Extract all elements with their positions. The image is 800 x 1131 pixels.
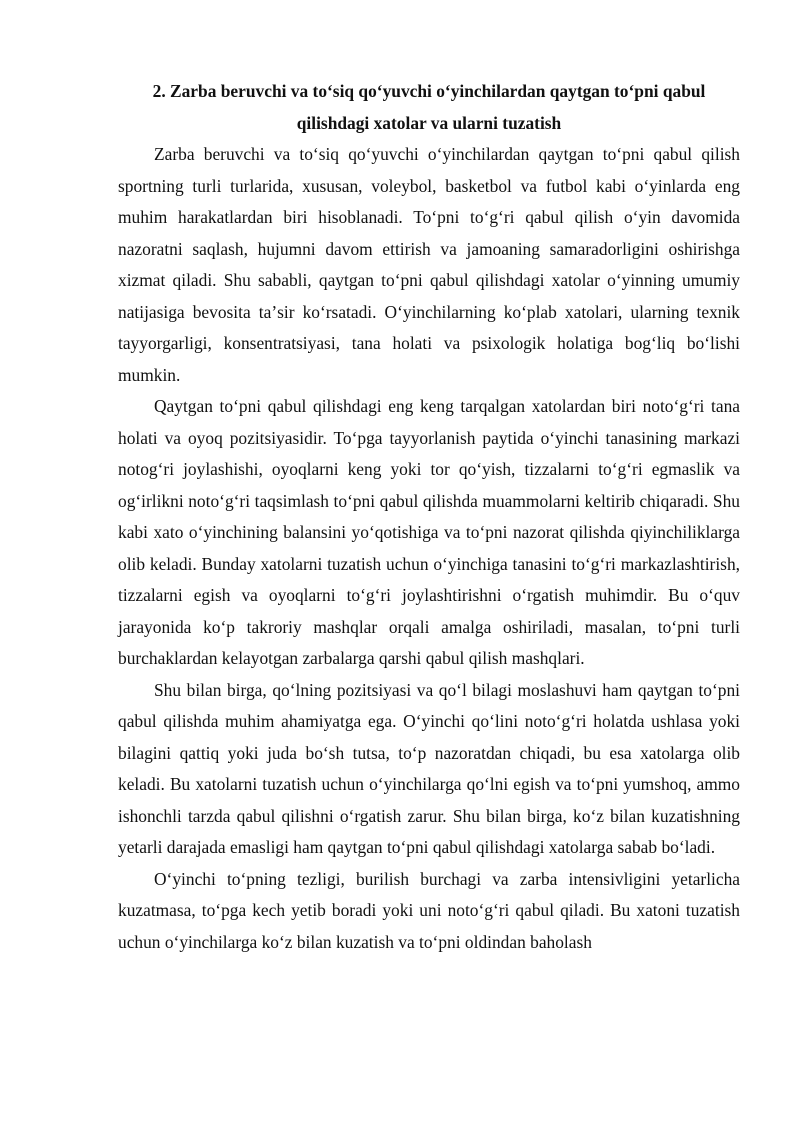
paragraph-3: Shu bilan birga, qoʻlning pozitsiyasi va qoʻl bilagi moslashuvi ham qaytgan toʻpni qabul qilishda muhim ahamiyatga ega. Oʻyinchi qoʻlini notoʻgʻri holatda ushlasa yoki bilagini qattiq yoki juda boʻsh tutsa, toʻp nazoratdan chiqadi, bu esa xatolarga olib keladi. Bu xatolarni tuzatish uchun oʻyinchilarga qoʻlni egish va toʻpni yumshoq, ammo ishonchli tarzda qabul qilishni oʻrgatish zarur. Shu bilan birga, koʻz bilan kuzatishning yetarli darajada emasligi ham qaytgan toʻpni qabul qilishdagi xatolarga sabab boʻladi. (118, 679, 740, 857)
section-heading: 2. Zarba beruvchi va toʻsiq qoʻyuvchi oʻyinchilardan qaytgan toʻpni qabul qilishdagi xatolar va ularni tuzatish (152, 81, 706, 133)
document-page (118, 76, 740, 958)
paragraph-1: Zarba beruvchi va toʻsiq qoʻyuvchi oʻyinchilardan qaytgan toʻpni qabul qilish sportning turli turlarida, xususan, voleybol, basketbol va futbol kabi oʻyinlarda eng muhim harakatlardan biri hisoblanadi. Toʻpni toʻgʻri qabul qilish oʻyin davomida nazoratni saqlash, hujumni davom ettirish va jamoaning samaradorligini oshirishga xizmat qiladi. Shu sababli, qaytgan toʻpni qabul qilishdagi xatolar oʻyinning umumiy natijasiga bevosita taʼsir koʻrsatadi. Oʻyinchilarning koʻplab xatolari, ularning texnik tayyorgarligi, konsentratsiyasi, tana holati va psixologik holatiga bogʻliq boʻlishi mumkin. (118, 144, 740, 385)
paragraph-2: Qaytgan toʻpni qabul qilishdagi eng keng tarqalgan xatolardan biri notoʻgʻri tana holati va oyoq pozitsiyasidir. Toʻpga tayyorlanish paytida oʻyinchi tanasining markazi notogʻri joylashishi, oyoqlarni keng yoki tor qoʻyish, tizzalarni toʻgʻri egmaslik va ogʻirlikni notoʻgʻri taqsimlash toʻpni qabul qilishda muammolarni keltirib chiqaradi. Shu kabi xato oʻyinchining balansini yoʻqotishiga va toʻpni nazorat qilishda qiyinchiliklarga olib keladi. Bunday xatolarni tuzatish uchun oʻyinchiga tanasini toʻgʻri markazlashtirish, tizzalarni egish va oyoqlarni toʻgʻri joylashtirishni oʻrgatish muhimdir. Bu oʻquv jarayonida koʻp takroriy mashqlar orqali amalga oshiriladi, masalan, toʻpni turli burchaklardan kelayotgan zarbalarga qarshi qabul qilish mashqlari. (118, 396, 740, 668)
paragraph-4: Oʻyinchi toʻpning tezligi, burilish burchagi va zarba intensivligini yetarlicha kuzatmasa, toʻpga kech yetib boradi yoki uni notoʻgʻri qabul qiladi. Bu xatoni tuzatish uchun oʻyinchilarga koʻz bilan kuzatish va toʻpni oldindan baholash (118, 868, 740, 952)
